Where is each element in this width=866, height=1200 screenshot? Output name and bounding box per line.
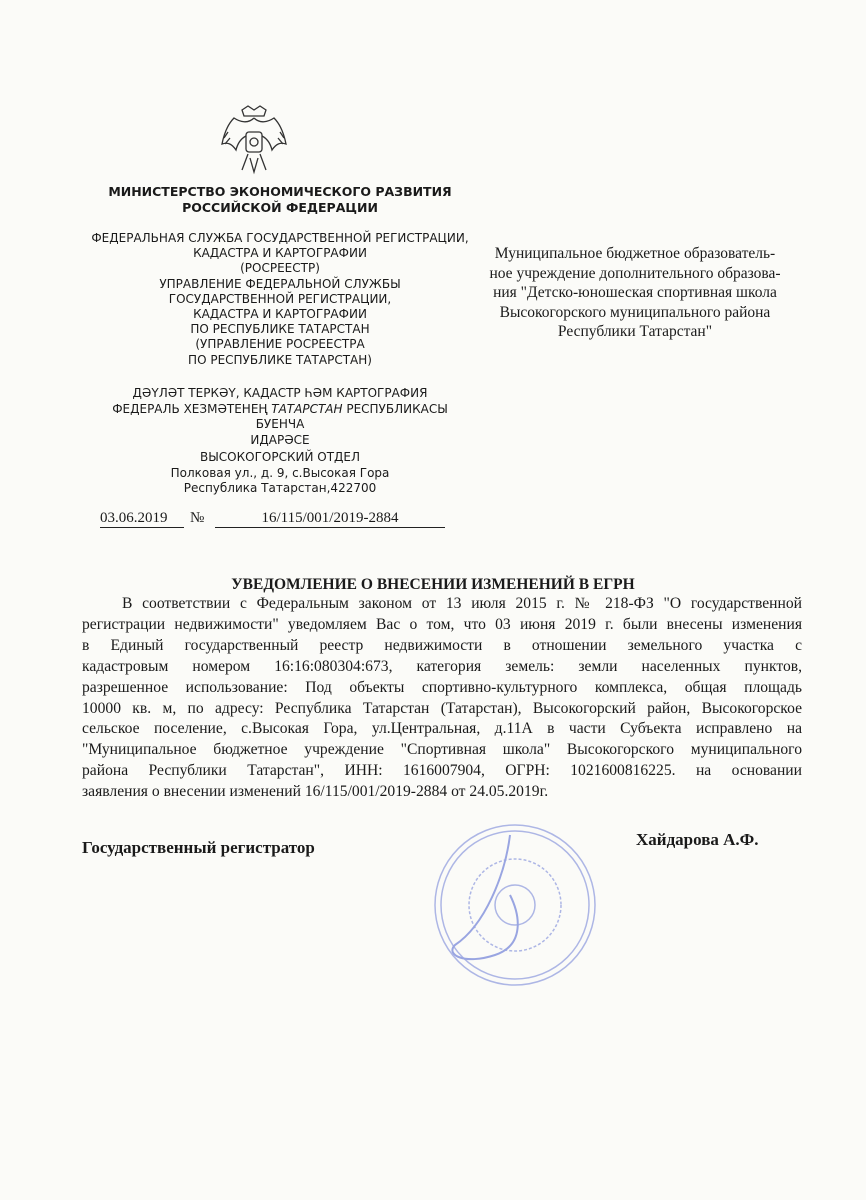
- department-address: [140, 450, 420, 497]
- address-line: Полковая ул., д. 9, с.Высокая Гора: [170, 465, 390, 480]
- address-line: Республика Татарстан,422700: [183, 481, 377, 495]
- body-line: сельское поселение, с.Высокая Гора, ул.Центральная, д.11А в части Субъекта исправлено на: [82, 720, 802, 738]
- number-label: №: [190, 510, 205, 526]
- body-line: регистрации недвижимости" уведомляем Вас о том, что 03 июня 2019 г. были внесены изменения: [82, 615, 802, 633]
- tatar-italic-text: ТАТАРСТАН: [271, 401, 343, 416]
- agency-line: ПО РЕСПУБЛИКЕ ТАТАРСТАН: [190, 322, 370, 337]
- recipient-line: ное учреждение дополнительного образова-: [489, 264, 781, 282]
- body-line: В соответствии с Федеральным законом от 13 июля 2015 г. № 218-ФЗ "О государственной: [122, 595, 802, 612]
- agency-line: ПО РЕСПУБЛИКЕ ТАТАРСТАН): [188, 352, 372, 367]
- document-number: 16/115/001/2019-2884: [215, 510, 445, 528]
- department-name: ВЫСОКОГОРСКИЙ ОТДЕЛ: [199, 450, 361, 464]
- recipient-line: ния "Детско-юношеская спортивная школа: [493, 284, 777, 301]
- body-line: 10000 кв. м, по адресу: Республика Татарстан (Татарстан), Высокогорский район, Высокогорское: [82, 699, 802, 717]
- agency-name-tatar: [90, 386, 470, 448]
- agency-line: ГОСУДАРСТВЕННОЙ РЕГИСТРАЦИИ,: [168, 291, 392, 306]
- recipient-block: [470, 244, 800, 342]
- official-stamp-and-signature: [425, 815, 600, 990]
- agency-name: [90, 231, 470, 368]
- agency-line: ФЕДЕРАЛЬНАЯ СЛУЖБА ГОСУДАРСТВЕННОЙ РЕГИСТРАЦИИ,: [91, 231, 469, 245]
- agency-line: КАДАСТРА И КАРТОГРАФИИ: [193, 246, 367, 261]
- notification-body: [82, 594, 802, 803]
- agency-line: КАДАСТРА И КАРТОГРАФИИ: [193, 307, 367, 322]
- agency-line: (РОСРЕЕСТР): [240, 261, 320, 276]
- body-line: заявления о внесении изменений 16/115/001/2019-2884 от 24.05.2019г.: [82, 783, 549, 801]
- recipient-line: Высокогорского муниципального района: [499, 303, 771, 321]
- body-line: района Республики Татарстан", ИНН: 1616007904, ОГРН: 1021600816225. на основании: [82, 762, 802, 780]
- ministry-name: [100, 184, 460, 216]
- tatar-line: ДӘҮЛӘТ ТЕРКӘҮ, КАДАСТР ҺӘМ КАРТОГРАФИЯ: [132, 386, 428, 400]
- body-line: "Муниципальное бюджетное учреждение "Спортивная школа" Высокогорского муниципального: [82, 741, 802, 759]
- recipient-line: Республики Татарстан": [557, 323, 713, 340]
- document-title: УВЕДОМЛЕНИЕ О ВНЕСЕНИИ ИЗМЕНЕНИЙ В ЕГРН: [231, 576, 635, 593]
- agency-line: УПРАВЛЕНИЕ ФЕДЕРАЛЬНОЙ СЛУЖБЫ: [159, 276, 401, 291]
- tatar-line: [90, 402, 470, 433]
- signer-position: Государственный регистратор: [82, 838, 315, 857]
- ministry-line: МИНИСТЕРСТВО ЭКОНОМИЧЕСКОГО РАЗВИТИЯ: [108, 184, 452, 199]
- body-line: разрешенное использование: Под объекты спортивно-культурного комплекса, общая площадь: [82, 678, 802, 696]
- tatar-text: ФЕДЕРАЛЬ ХЕЗМӘТЕНЕҢ: [112, 401, 272, 416]
- tatar-text: РЕСПУБЛИКАСЫ БУЕНЧА: [255, 401, 448, 431]
- tatar-line: ИДАРӘСЕ: [250, 432, 310, 447]
- body-line: в Единый государственный реестр недвижимости в отношении земельного участка с: [82, 636, 802, 654]
- agency-line: (УПРАВЛЕНИЕ РОСРЕЕСТРА: [195, 337, 365, 352]
- ministry-line: РОССИЙСКОЙ ФЕДЕРАЦИИ: [182, 200, 378, 215]
- body-line: кадастровым номером 16:16:080304:673, категория земель: земли населенных пунктов,: [82, 657, 802, 675]
- coat-of-arms-emblem: [214, 102, 294, 182]
- signer-name: Хайдарова А.Ф.: [636, 830, 759, 849]
- recipient-line: Муниципальное бюджетное образователь-: [494, 245, 776, 262]
- document-date: 03.06.2019: [100, 510, 184, 528]
